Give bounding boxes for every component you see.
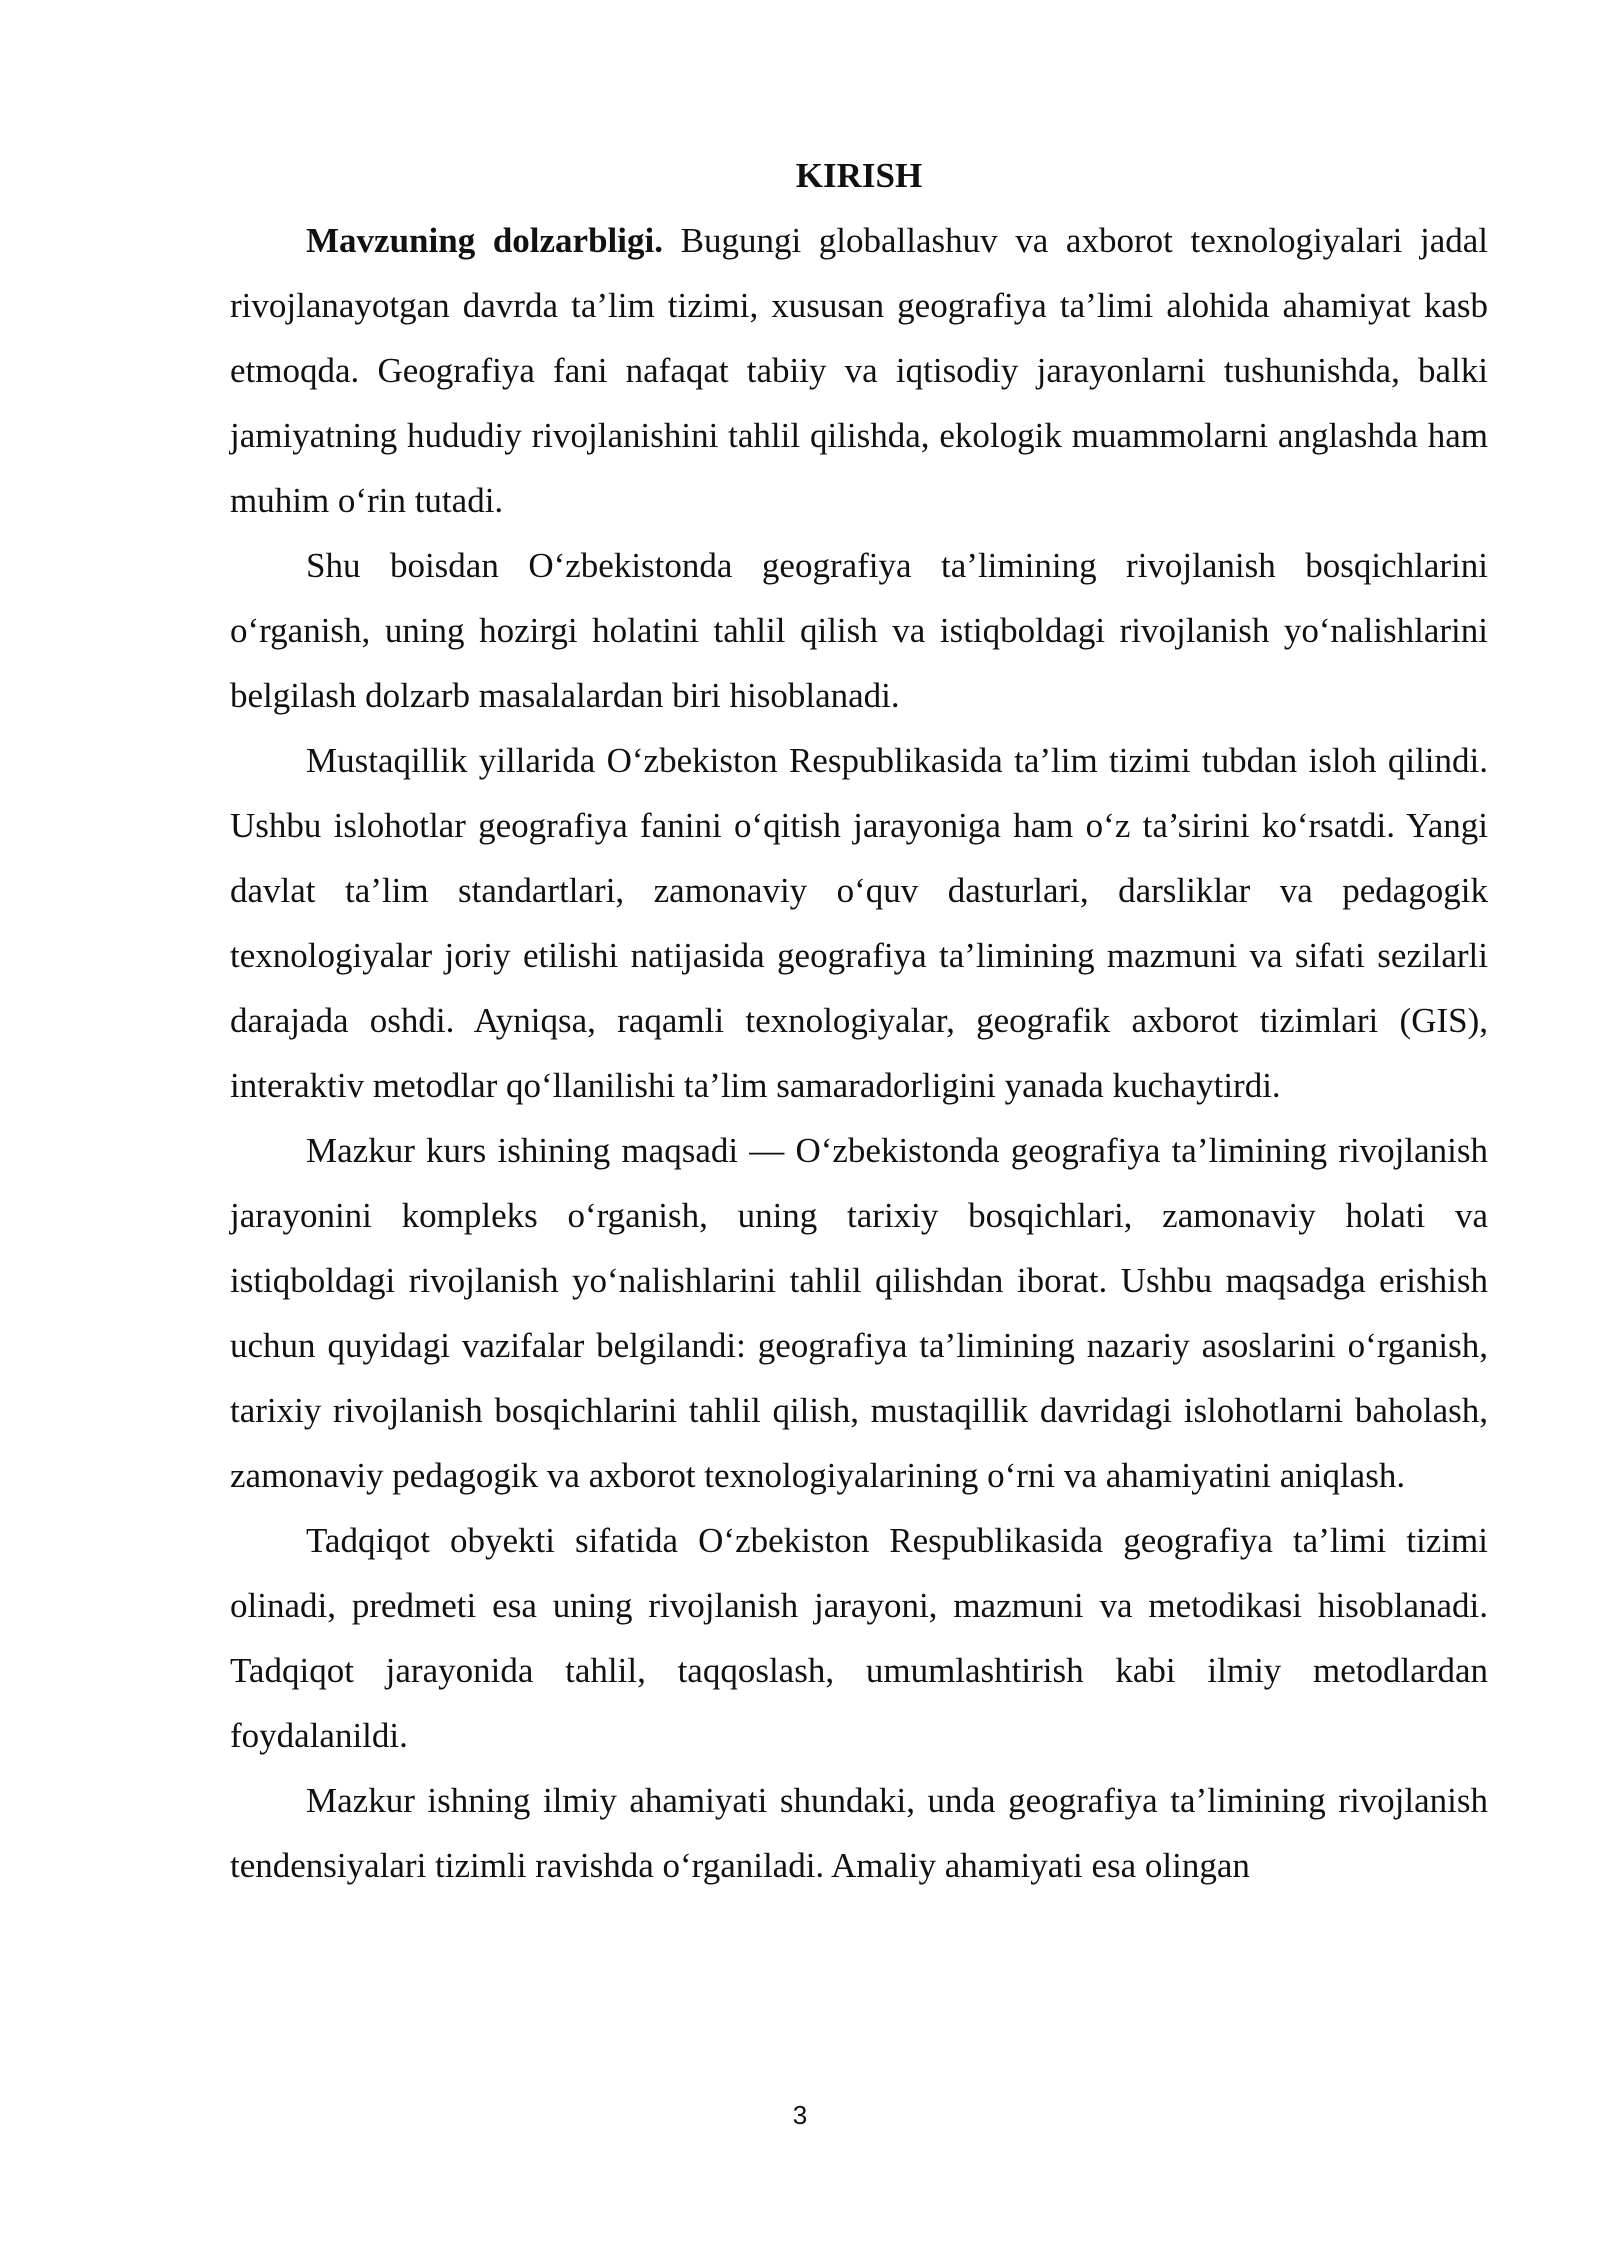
section-heading: KIRISH	[795, 156, 923, 195]
paragraph-relevance	[230, 208, 1488, 533]
page-number: 3	[792, 2100, 808, 2130]
paragraph-goal: Mazkur kurs ishining maqsadi — O‘zbekistonda geografiya ta’limining rivojlanish jarayonini kompleks o‘rganish, uning tarixiy bosqichlari, zamonaviy holati va istiqboldagi rivojlanish yo‘nalishlarini tahlil qilishdan iborat. Ushbu maqsadga erishish uchun quyidagi vazifalar belgilandi: geografiya ta’limining nazariy asoslarini o‘rganish, tarixiy rivojlanish bosqichlarini tahlil qilish, mustaqillik davridagi islohotlarni baholash, zamonaviy pedagogik va axborot texnologiyalarining o‘rni va ahamiyatini aniqlash.	[230, 1131, 1488, 1495]
document-body	[230, 143, 1488, 1898]
paragraph-stages: Shu boisdan O‘zbekistonda geografiya ta’limining rivojlanish bosqichlarini o‘rganish, uning hozirgi holatini tahlil qilish va istiqboldagi rivojlanish yo‘nalishlarini belgilash dolzarb masalalardan biri hisoblanadi.	[230, 546, 1488, 715]
paragraph-significance: Mazkur ishning ilmiy ahamiyati shundaki, unda geografiya ta’limining rivojlanish tendensiyalari tizimli ravishda o‘rganiladi. Amaliy ahamiyati esa olingan	[230, 1781, 1488, 1885]
paragraph-lead: Mavzuning dolzarbligi.	[306, 221, 663, 260]
paragraph-object: Tadqiqot obyekti sifatida O‘zbekiston Respublikasida geografiya ta’limi tizimi olinadi, predmeti esa uning rivojlanish jarayoni, mazmuni va metodikasi hisoblanadi. Tadqiqot jarayonida tahlil, taqqoslash, umumlashtirish kabi ilmiy metodlardan foydalanildi.	[230, 1521, 1488, 1755]
paragraph-reforms: Mustaqillik yillarida O‘zbekiston Respublikasida ta’lim tizimi tubdan isloh qilindi. Ushbu islohotlar geografiya fanini o‘qitish jarayoniga ham o‘z ta’sirini ko‘rsatdi. Yangi davlat ta’lim standartlari, zamonaviy o‘quv dasturlari, darsliklar va pedagogik texnologiyalar joriy etilishi natijasida geografiya ta’limining mazmuni va sifati sezilarli darajada oshdi. Ayniqsa, raqamli texnologiyalar, geografik axborot tizimlari (GIS), interaktiv metodlar qo‘llanilishi ta’lim samaradorligini yanada kuchaytirdi.	[230, 741, 1488, 1105]
paragraph-text: Bugungi globallashuv va axborot texnologiyalari jadal rivojlanayotgan davrda ta’lim tizimi, xususan geografiya ta’limi alohida ahamiyat kasb etmoqda. Geografiya fani nafaqat tabiiy va iqtisodiy jarayonlarni tushunishda, balki jamiyatning hududiy rivojlanishini tahlil qilishda, ekologik muammolarni anglashda ham muhim o‘rin tutadi.	[230, 221, 1488, 520]
